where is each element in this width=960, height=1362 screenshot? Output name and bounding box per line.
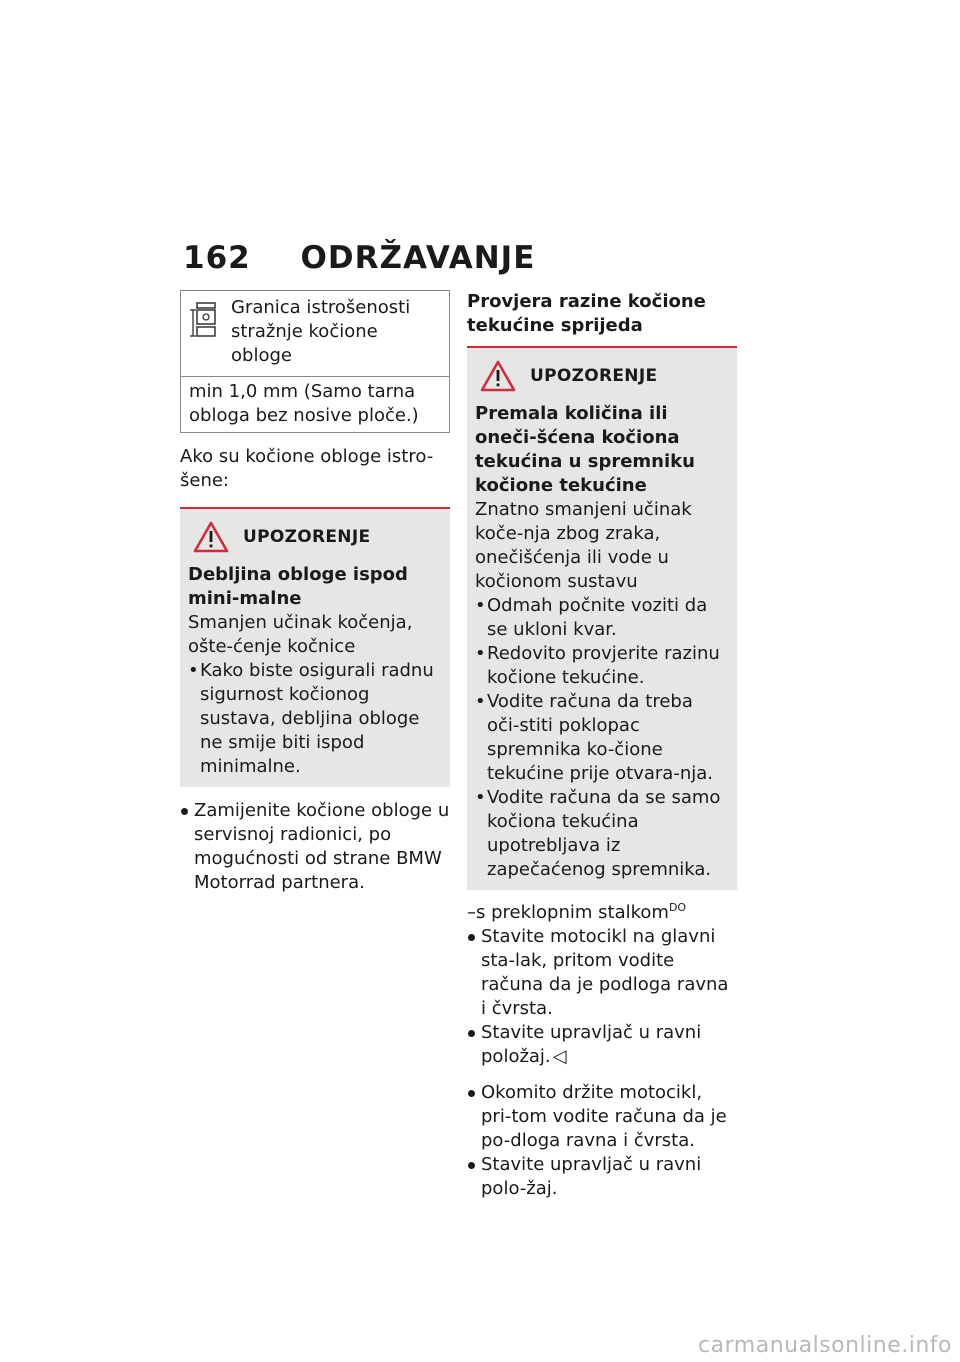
page-title: ODRŽAVANJE [300, 240, 536, 276]
variant-label [467, 896, 737, 925]
intro-text: Ako su kočione obloge istro-šene: [180, 446, 434, 491]
list-item: Zamijenite kočione obloge u servisnoj radionici, po mogućnosti od strane BMW Motorrad partnera. [180, 799, 450, 895]
list-item: • Odmah počnite voziti da se ukloni kvar. [475, 594, 729, 642]
warning-box [180, 507, 450, 787]
page-header [183, 240, 535, 276]
warning-bullets [475, 594, 729, 882]
warning-triangle-icon [480, 360, 516, 392]
step-list [467, 1081, 737, 1201]
spec-title: Granica istrošenosti stražnje kočione obloge [231, 297, 411, 366]
spec-box [180, 290, 450, 433]
list-item: Stavite motocikl na glavni sta-lak, pritom vodite računa da je podloga ravna i čvrsta. [467, 925, 737, 1021]
warning-triangle-icon [193, 521, 229, 553]
step-list [180, 799, 450, 895]
right-column [467, 290, 737, 1201]
warning-label: UPOZORENJE [243, 527, 371, 547]
warning-bullets [188, 659, 442, 779]
list-item: Okomito držite motocikl, pri-tom vodite računa da je po-dloga ravna i čvrsta. [467, 1081, 737, 1153]
end-mark-icon: ◁ [552, 1046, 567, 1067]
warning-header [188, 521, 442, 553]
left-column [180, 290, 450, 895]
warning-text: Smanjen učinak kočenja, ošte-ćenje kočnice [188, 612, 413, 657]
page-number: 162 [183, 240, 251, 276]
variant-code: DO [668, 901, 687, 914]
warning-box [467, 346, 737, 890]
brake-pad-thickness-icon [189, 300, 225, 344]
variant-step-list [467, 925, 737, 1069]
spec-value: min 1,0 mm (Samo tarna obloga bez nosive ploče.) [189, 381, 419, 426]
warning-label: UPOZORENJE [530, 366, 658, 386]
list-item: Stavite upravljač u ravni polo-žaj. [467, 1153, 737, 1201]
list-item [467, 1021, 737, 1069]
list-item: • Vodite računa da se samo kočiona tekućina upotrebljava iz zapečaćenog spremnika. [475, 786, 729, 882]
list-item: • Redovito provjerite razinu kočione tekućine. [475, 642, 729, 690]
list-item: • Kako biste osigurali radnu sigurnost kočionog sustava, debljina obloge ne smije biti ispod minimalne. [188, 659, 442, 779]
warning-header [475, 360, 729, 392]
section-title: Provjera razine kočione tekućine sprijeda [467, 291, 706, 336]
warning-title: Debljina obloge ispod mini-malne [188, 564, 408, 609]
watermark: carmanualsonline.info [698, 1333, 952, 1358]
warning-text: Znatno smanjeni učinak koče-nja zbog zraka, onečišćenja ili vode u kočionom sustavu [475, 499, 692, 592]
warning-title: Premala količina ili oneči-šćena kočiona tekućina u spremniku kočione tekućine [475, 403, 695, 496]
variant-label-text: –s preklopnim stalkom [467, 902, 669, 923]
list-item: • Vodite računa da treba oči-stiti poklopac spremnika ko-čione tekućine prije otvara-nja. [475, 690, 729, 786]
list-item-text: Stavite upravljač u ravni položaj. [481, 1022, 702, 1067]
spec-header [181, 291, 449, 377]
